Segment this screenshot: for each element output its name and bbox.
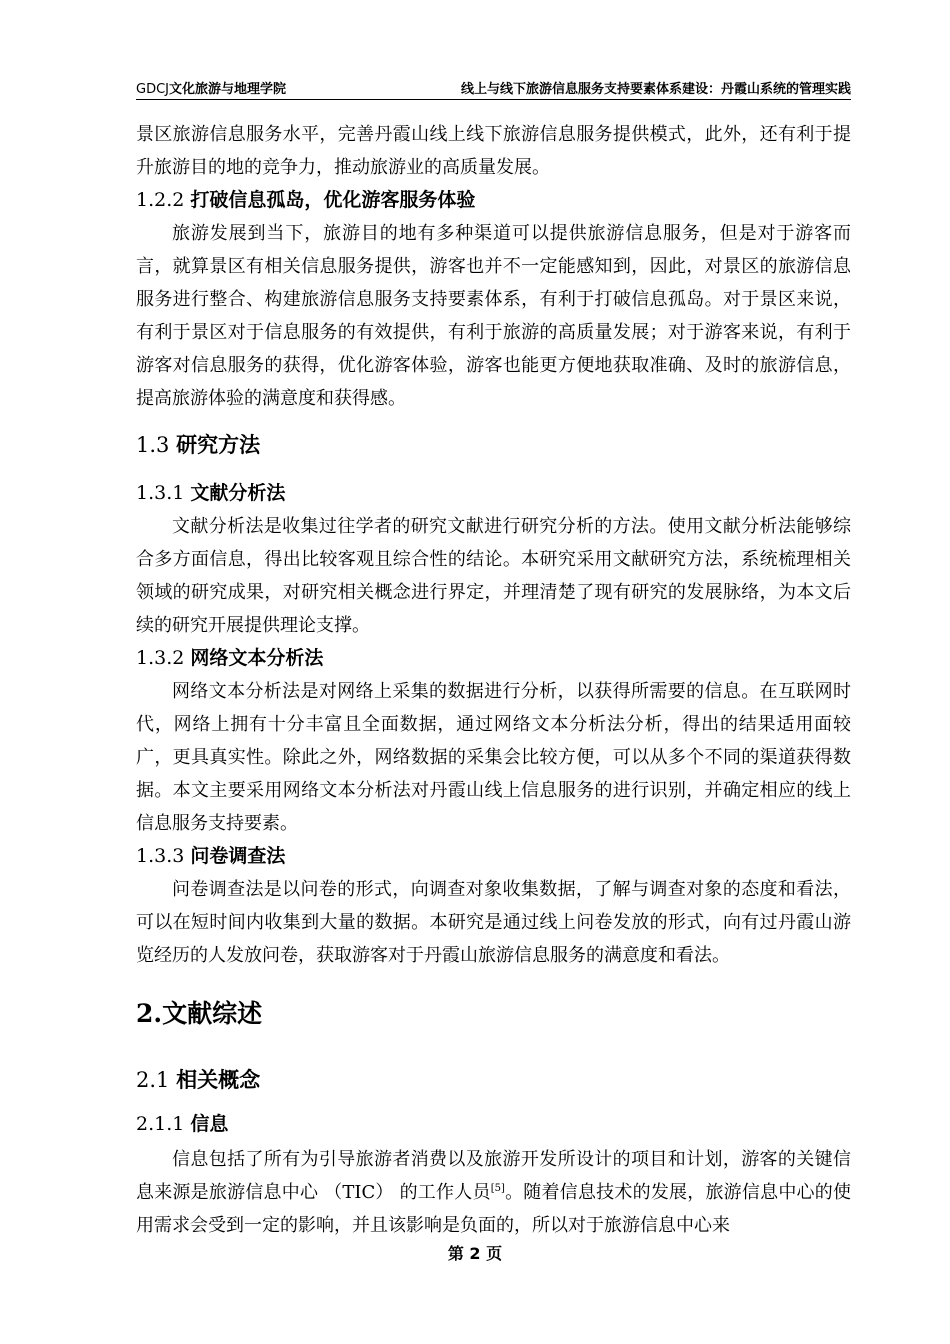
paragraph-1-3-1: 文献分析法是收集过往学者的研究文献进行研究分析的方法。使用文献分析法能够综合多方面信息，得出比较客观且综合性的结论。本研究采用文献研究方法，系统梳理相关领域的研究成果，对研究相关概念进行界定，并理清楚了现有研究的发展脉络，为本文后续的研究开展提供理论支撑。 <box>136 516 851 636</box>
running-title: 线上与线下旅游信息服务支持要素体系建设：丹霞山系统的管理实践 <box>460 82 851 97</box>
heading-text: 问卷调查法 <box>190 845 286 867</box>
paragraph-text: 。随着信息技术的发展，旅游信息中心的使用需求会受到一定的影响，并且该影响是负面的，所以对于旅游信息中心来 <box>136 1182 851 1236</box>
journal-label <box>136 78 286 97</box>
heading-text: 文献综述 <box>162 999 263 1028</box>
heading-1-3 <box>136 427 851 463</box>
journal-name: 文化旅游与地理学院 <box>169 82 287 97</box>
paragraph-1-3-2: 网络文本分析法是对网络上采集的数据进行分析，以获得所需要的信息。在互联网时代，网络上拥有十分丰富且全面数据，通过网络文本分析法分析，得出的结果适用面较广，更具真实性。除此之外，网络数据的采集会比较方便，可以从多个不同的渠道获得数据。本文主要采用网络文本分析法对丹霞山线上信息服务的进行识别，并确定相应的线上信息服务支持要素。 <box>136 681 851 834</box>
heading-number: 1.3.1 <box>136 482 185 504</box>
heading-number: 1.3 <box>136 433 170 457</box>
heading-number: 2. <box>136 999 163 1028</box>
heading-number: 1.3.2 <box>136 647 185 669</box>
heading-number: 2.1 <box>136 1068 170 1092</box>
heading-1-3-3 <box>136 840 851 873</box>
heading-text: 研究方法 <box>176 433 261 457</box>
heading-number: 2.1.1 <box>136 1113 185 1135</box>
heading-2-1-1 <box>136 1108 851 1141</box>
paragraph-2-1-1 <box>136 1143 851 1242</box>
heading-text: 网络文本分析法 <box>190 647 324 669</box>
heading-text: 打破信息孤岛，优化游客服务体验 <box>190 189 476 211</box>
heading-text: 相关概念 <box>176 1068 261 1092</box>
heading-number: 1.2.2 <box>136 189 185 211</box>
chapter-heading-2 <box>136 994 851 1034</box>
heading-1-3-1 <box>136 477 851 510</box>
heading-1-3-2 <box>136 642 851 675</box>
paragraph-1-2-2: 旅游发展到当下，旅游目的地有多种渠道可以提供旅游信息服务，但是对于游客而言，就算景区有相关信息服务提供，游客也并不一定能感知到，因此，对景区的旅游信息服务进行整合、构建旅游信息服务支持要素体系，有利于打破信息孤岛。对于景区来说，有利于景区对于信息服务的有效提供，有利于旅游的高质量发展；对于游客来说，有利于游客对信息服务的获得，优化游客体验，游客也能更方便地获取准确、及时的旅游信息，提高旅游体验的满意度和获得感。 <box>136 223 851 409</box>
page-content <box>136 118 851 1242</box>
heading-text: 信息 <box>190 1113 229 1135</box>
heading-text: 文献分析法 <box>190 482 286 504</box>
heading-number: 1.3.3 <box>136 845 185 867</box>
paragraph-text: 信息包括了所有为引导旅游者消费以及旅游开发所设计的项目和计划，游客的关键信息来源是旅游信息中心 （TIC） 的工作人员 <box>136 1149 851 1203</box>
heading-2-1 <box>136 1062 851 1098</box>
citation-ref[interactable]: [5] <box>490 1183 505 1194</box>
paragraph-1-3-3: 问卷调查法是以问卷的形式，向调查对象收集数据，了解与调查对象的态度和看法，可以在短时间内收集到大量的数据。本研究是通过线上问卷发放的形式，向有过丹霞山游览经历的人发放问卷，获取游客对于丹霞山旅游信息服务的满意度和看法。 <box>136 879 851 966</box>
intro-paragraph: 景区旅游信息服务水平，完善丹霞山线上线下旅游信息服务提供模式，此外，还有利于提升旅游目的地的竞争力，推动旅游业的高质量发展。 <box>136 124 851 178</box>
journal-code: GDCJ <box>136 82 169 97</box>
page-number: 第 2 页 <box>447 1244 503 1263</box>
heading-1-2-2 <box>136 184 851 217</box>
page-header <box>136 76 851 100</box>
